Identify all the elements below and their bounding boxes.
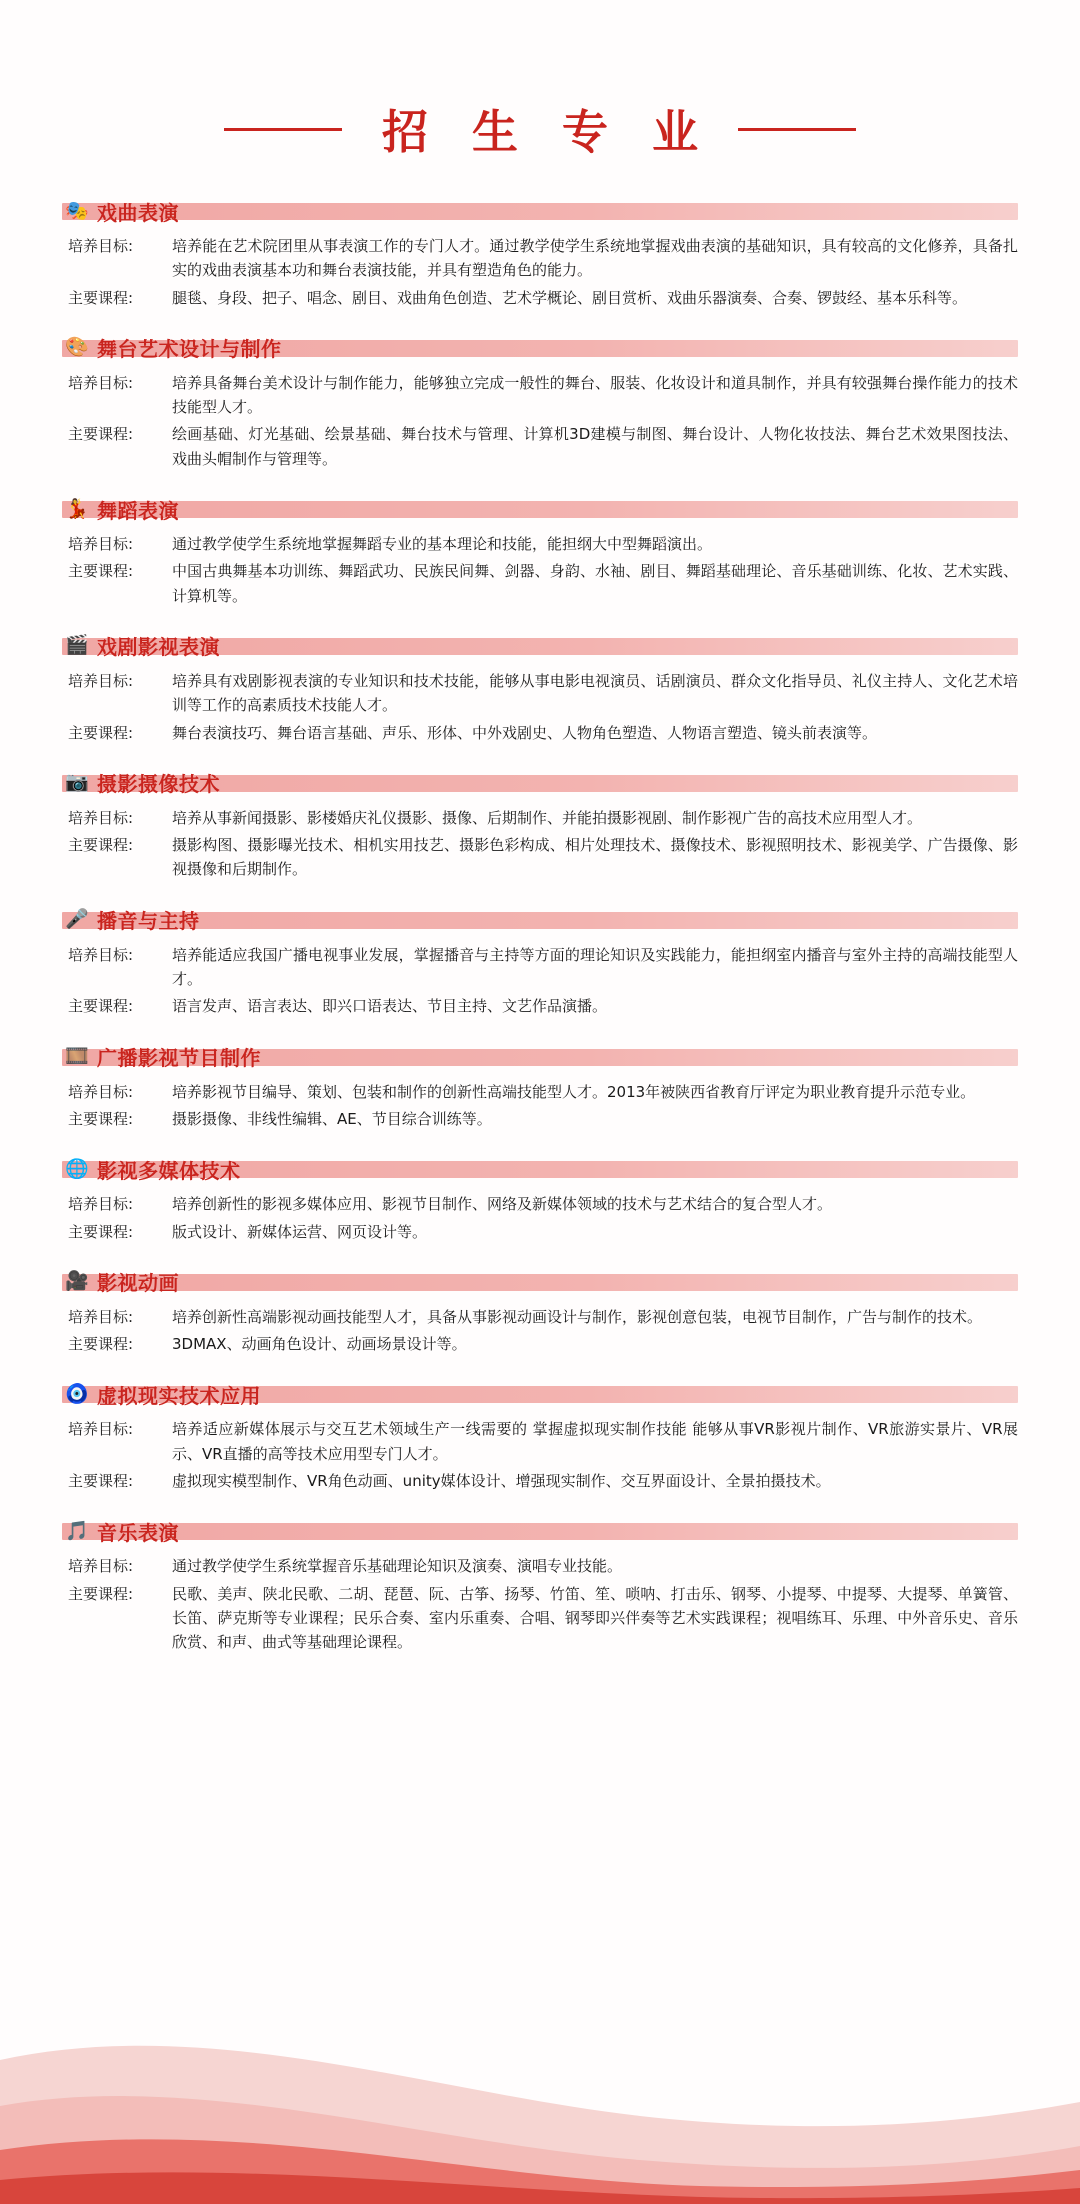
courses-label: 主要课程: xyxy=(68,836,134,855)
page-header xyxy=(0,0,1080,162)
major-name: 戏剧影视表演 xyxy=(97,635,220,660)
goal-label: 培养目标: xyxy=(68,1420,134,1439)
major-entry xyxy=(62,1042,1018,1132)
header-rule-left xyxy=(224,128,342,131)
major-goal-row xyxy=(62,1554,1018,1578)
goal-text: 培养影视节目编导、策划、包装和制作的创新性高端技能型人才。2013年被陕西省教育厅评定为职业教育提升示范专业。 xyxy=(172,1082,976,1101)
major-name: 戏曲表演 xyxy=(97,200,179,225)
goal-text: 培养创新性高端影视动画技能型人才，具备从事影视动画设计与制作，影视创意包装，电视节目制作，广告与制作的技术。 xyxy=(172,1307,983,1326)
goal-label: 培养目标: xyxy=(68,1557,134,1576)
palette-icon: 🎨 xyxy=(65,337,89,359)
film-clapper-icon: 🎬 xyxy=(65,635,89,657)
opera-mask-icon: 🎭 xyxy=(65,200,89,222)
courses-label: 主要课程: xyxy=(68,1109,134,1128)
major-goal-row xyxy=(62,1080,1018,1104)
major-header xyxy=(62,768,1018,798)
courses-label: 主要课程: xyxy=(68,562,134,581)
major-entry xyxy=(62,905,1018,1019)
courses-text: 3DMAX、动画角色设计、动画场景设计等。 xyxy=(172,1335,467,1354)
major-courses-row xyxy=(62,1582,1018,1655)
major-name: 舞蹈表演 xyxy=(97,498,179,523)
major-name: 虚拟现实技术应用 xyxy=(97,1383,261,1408)
goal-label: 培养目标: xyxy=(68,945,134,964)
major-entry xyxy=(62,333,1018,471)
major-goal-row xyxy=(62,806,1018,830)
courses-text: 摄影构图、摄影曝光技术、相机实用技艺、摄影色彩构成、相片处理技术、摄像技术、影视照明技术、影视美学、广告摄像、影视摄像和后期制作。 xyxy=(172,836,1018,879)
bottom-wave-decoration xyxy=(0,1974,1080,2204)
goal-label: 培养目标: xyxy=(68,808,134,827)
major-header xyxy=(62,333,1018,363)
goal-text: 培养创新性的影视多媒体应用、影视节目制作、网络及新媒体领域的技术与艺术结合的复合型人才。 xyxy=(172,1195,833,1214)
major-entry xyxy=(62,1267,1018,1357)
goal-label: 培养目标: xyxy=(68,535,134,554)
major-courses-row xyxy=(62,994,1018,1018)
goal-text: 培养具有戏剧影视表演的专业知识和技术技能，能够从事电影电视演员、话剧演员、群众文化指导员、礼仪主持人、文化艺术培训等工作的高素质技术技能人才。 xyxy=(172,671,1018,715)
goal-label: 培养目标: xyxy=(68,237,134,255)
goal-text: 培养具备舞台美术设计与制作能力，能够独立完成一般性的舞台、服装、化妆设计和道具制作，并具有较强舞台操作能力的技术技能型人才。 xyxy=(172,373,1018,417)
goal-text: 培养能在艺术院团里从事表演工作的专门人才。通过教学使学生系统地掌握戏曲表演的基础知识，具有较高的文化修养，具备扎实的戏曲表演基本功和舞台表演技能，并具有塑造角色的能力。 xyxy=(172,237,1018,280)
film-strip-icon: 🎞️ xyxy=(65,1046,89,1068)
page-title: 招 生 专 业 xyxy=(381,105,713,159)
major-entry xyxy=(62,1516,1018,1654)
goal-text: 通过教学使学生系统掌握音乐基础理论知识及演奏、演唱专业技能。 xyxy=(172,1557,623,1576)
major-goal-row xyxy=(62,532,1018,556)
major-entry xyxy=(62,1379,1018,1493)
courses-label: 主要课程: xyxy=(68,1335,134,1354)
goal-label: 培养目标: xyxy=(68,1082,134,1101)
major-entry xyxy=(62,768,1018,882)
major-header xyxy=(62,1042,1018,1072)
majors-list xyxy=(62,196,1018,1655)
major-goal-row xyxy=(62,371,1018,420)
major-goal-row xyxy=(62,943,1018,992)
major-courses-row xyxy=(62,833,1018,882)
major-header xyxy=(62,494,1018,524)
dancer-icon: 💃 xyxy=(65,498,89,520)
major-name: 广播影视节目制作 xyxy=(97,1046,261,1071)
major-courses-row xyxy=(62,721,1018,745)
vr-headset-icon: 🧿 xyxy=(65,1383,89,1405)
courses-text: 腿毯、身段、把子、唱念、剧目、戏曲角色创造、艺术学概论、剧目赏析、戏曲乐器演奏、合奏、锣鼓经、基本乐科等。 xyxy=(172,288,968,307)
major-goal-row xyxy=(62,1417,1018,1466)
major-header xyxy=(62,905,1018,935)
courses-label: 主要课程: xyxy=(68,288,134,307)
courses-text: 虚拟现实模型制作、VR角色动画、unity媒体设计、增强现实制作、交互界面设计、全景拍摄技术。 xyxy=(172,1472,831,1491)
header-rule-right xyxy=(738,128,856,131)
major-name: 影视动画 xyxy=(97,1271,179,1296)
major-header-bar xyxy=(62,1523,1018,1540)
major-header-bar xyxy=(62,203,1018,220)
major-entry xyxy=(62,494,1018,608)
major-name: 影视多媒体技术 xyxy=(97,1158,241,1183)
major-courses-row xyxy=(62,1220,1018,1244)
camera-icon: 📷 xyxy=(65,772,89,794)
major-entry xyxy=(62,631,1018,745)
major-courses-row xyxy=(62,1469,1018,1493)
major-header xyxy=(62,1379,1018,1409)
major-entry xyxy=(62,196,1018,310)
header-inner xyxy=(224,96,856,162)
major-courses-row xyxy=(62,1107,1018,1131)
courses-label: 主要课程: xyxy=(68,425,134,444)
major-header xyxy=(62,1516,1018,1546)
major-header xyxy=(62,196,1018,226)
major-goal-row xyxy=(62,1305,1018,1329)
courses-text: 语言发声、语言表达、即兴口语表达、节目主持、文艺作品演播。 xyxy=(172,997,608,1016)
major-goal-row xyxy=(62,234,1018,283)
courses-text: 中国古典舞基本功训练、舞蹈武功、民族民间舞、剑器、身韵、水袖、剧目、舞蹈基础理论、音乐基础训练、化妆、艺术实践、计算机等。 xyxy=(172,562,1018,605)
goal-text: 培养能适应我国广播电视事业发展，掌握播音与主持等方面的理论知识及实践能力，能担纲室内播音与室外主持的高端技能型人才。 xyxy=(172,945,1018,989)
major-entry xyxy=(62,1154,1018,1244)
courses-label: 主要课程: xyxy=(68,1584,134,1603)
goal-label: 培养目标: xyxy=(68,1307,134,1326)
goal-label: 培养目标: xyxy=(68,373,134,392)
major-courses-row xyxy=(62,1332,1018,1356)
major-name: 播音与主持 xyxy=(97,909,200,934)
major-header xyxy=(62,631,1018,661)
courses-label: 主要课程: xyxy=(68,1472,134,1491)
microphone-icon: 🎤 xyxy=(65,909,89,931)
courses-text: 摄影摄像、非线性编辑、AE、节目综合训练等。 xyxy=(172,1109,492,1128)
major-header-bar xyxy=(62,1274,1018,1291)
courses-label: 主要课程: xyxy=(68,1222,134,1241)
courses-label: 主要课程: xyxy=(68,723,134,742)
major-header xyxy=(62,1267,1018,1297)
courses-label: 主要课程: xyxy=(68,997,134,1016)
major-courses-row xyxy=(62,286,1018,310)
goal-text: 培养从事新闻摄影、影楼婚庆礼仪摄影、摄像、后期制作、并能拍摄影视剧、制作影视广告的高技术应用型人才。 xyxy=(172,808,923,827)
major-header-bar xyxy=(62,912,1018,929)
major-courses-row xyxy=(62,422,1018,471)
music-note-icon: 🎵 xyxy=(65,1520,89,1542)
goal-label: 培养目标: xyxy=(68,1195,134,1214)
major-goal-row xyxy=(62,669,1018,718)
major-goal-row xyxy=(62,1192,1018,1216)
courses-text: 绘画基础、灯光基础、绘景基础、舞台技术与管理、计算机3D建模与制图、舞台设计、人物化妆技法、舞台艺术效果图技法、戏曲头帽制作与管理等。 xyxy=(172,425,1018,468)
major-name: 音乐表演 xyxy=(97,1520,179,1545)
major-name: 舞台艺术设计与制作 xyxy=(97,337,282,362)
courses-text: 民歌、美声、陕北民歌、二胡、琵琶、阮、古筝、扬琴、竹笛、笙、唢呐、打击乐、钢琴、小提琴、中提琴、大提琴、单簧管、长笛、萨克斯等专业课程；民乐合奏、室内乐重奏、合唱、钢琴即兴伴奏等艺术实践课程；视唱练耳、乐理、中外音乐史、音乐欣赏、和声、曲式等基础理论课程。 xyxy=(172,1584,1018,1652)
globe-icon: 🌐 xyxy=(65,1158,89,1180)
major-header xyxy=(62,1154,1018,1184)
goal-text: 培养适应新媒体展示与交互艺术领域生产一线需要的 掌握虚拟现实制作技能 能够从事VR影视片制作、VR旅游实景片、VR展示、VR直播的高等技术应用型专门人才。 xyxy=(172,1420,1018,1463)
major-header-bar xyxy=(62,501,1018,518)
major-name: 摄影摄像技术 xyxy=(97,772,220,797)
major-courses-row xyxy=(62,559,1018,608)
courses-text: 版式设计、新媒体运营、网页设计等。 xyxy=(172,1222,428,1241)
movie-camera-icon: 🎥 xyxy=(65,1271,89,1293)
goal-label: 培养目标: xyxy=(68,671,134,690)
goal-text: 通过教学使学生系统地掌握舞蹈专业的基本理论和技能，能担纲大中型舞蹈演出。 xyxy=(172,535,713,554)
courses-text: 舞台表演技巧、舞台语言基础、声乐、形体、中外戏剧史、人物角色塑造、人物语言塑造、镜头前表演等。 xyxy=(172,723,878,742)
